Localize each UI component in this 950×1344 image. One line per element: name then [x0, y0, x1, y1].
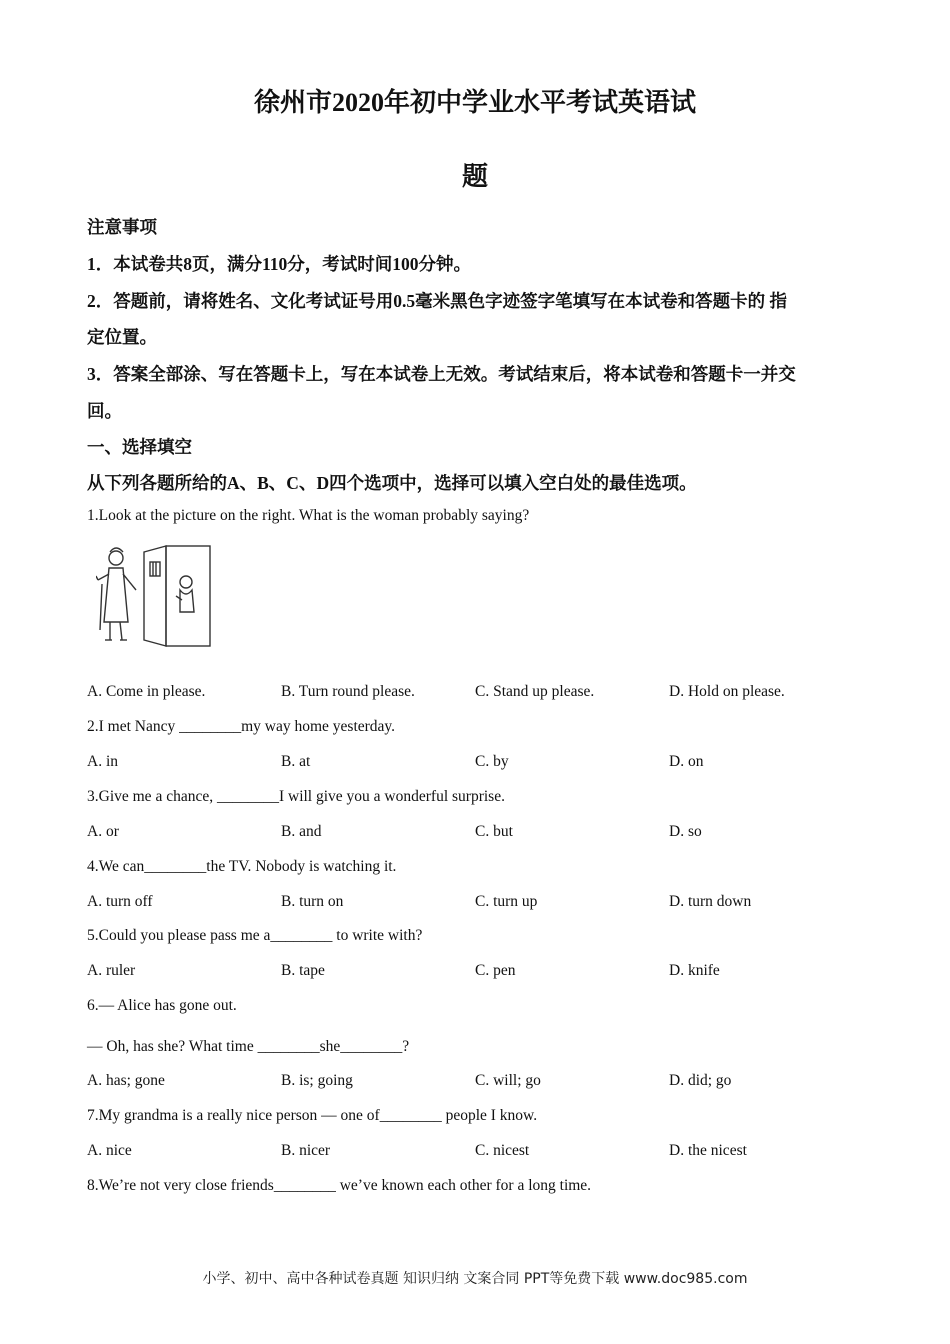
- question-4-options: [87, 893, 867, 915]
- question-5-option-a[interactable]: A. ruler: [87, 962, 136, 979]
- notice-item-2a: 2．答题前，请将姓名、文化考试证号用0.5毫米黑色字迹签字笔填写在本试卷和答题卡的 指: [87, 291, 787, 311]
- notice-item-1: 1．本试卷共8页，满分110分，考试时间100分钟。: [87, 254, 472, 274]
- question-2-text: 2.I met Nancy ________my way home yesterday.: [87, 718, 396, 735]
- question-3-text: 3.Give me a chance, ________I will give you a wonderful surprise.: [87, 788, 505, 805]
- question-2-option-c[interactable]: C. by: [475, 753, 509, 770]
- notice-item-3a: 3．答案全部涂、写在答题卡上，写在本试卷上无效。考试结束后，将本试卷和答题卡一并交: [87, 364, 796, 384]
- question-3-option-b[interactable]: B. and: [281, 823, 322, 840]
- question-1-option-b[interactable]: B. Turn round please.: [281, 683, 415, 700]
- question-6-text-2: — Oh, has she? What time ________she________?: [87, 1038, 410, 1055]
- question-5-text: 5.Could you please pass me a________ to write with?: [87, 927, 423, 944]
- question-1-option-a[interactable]: A. Come in please.: [87, 683, 206, 700]
- question-4-option-c[interactable]: C. turn up: [475, 893, 538, 910]
- question-6-option-c[interactable]: C. will; go: [475, 1072, 541, 1089]
- question-3-options: [87, 823, 867, 845]
- section-heading: 一、选择填空: [87, 437, 192, 457]
- question-7-options: [87, 1142, 867, 1164]
- question-6-option-d[interactable]: D. did; go: [669, 1072, 732, 1089]
- question-1-text: 1.Look at the picture on the right. What is the woman probably saying?: [87, 507, 530, 524]
- question-7-option-b[interactable]: B. nicer: [281, 1142, 331, 1159]
- question-3-option-a[interactable]: A. or: [87, 823, 119, 840]
- question-2-options: [87, 753, 867, 775]
- question-4-option-b[interactable]: B. turn on: [281, 893, 344, 910]
- question-2-option-a[interactable]: A. in: [87, 753, 118, 770]
- question-8-text: 8.We’re not very close friends________ we’ve known each other for a long time.: [87, 1177, 592, 1194]
- question-1-option-d[interactable]: D. Hold on please.: [669, 683, 785, 700]
- question-5-options: [87, 962, 867, 984]
- question-4-option-a[interactable]: A. turn off: [87, 893, 153, 910]
- door-illustration: [96, 540, 216, 650]
- question-1-option-c[interactable]: C. Stand up please.: [475, 683, 595, 700]
- question-3-option-d[interactable]: D. so: [669, 823, 702, 840]
- question-6-text: 6.— Alice has gone out.: [87, 997, 237, 1014]
- notice-heading: 注意事项: [87, 217, 157, 237]
- question-1-options: [87, 683, 867, 705]
- question-5-option-c[interactable]: C. pen: [475, 962, 516, 979]
- page-footer: 小学、初中、高中各种试卷真题 知识归纳 文案合同 PPT等免费下载 www.doc985.com: [202, 1271, 748, 1287]
- question-4-option-d[interactable]: D. turn down: [669, 893, 752, 910]
- section-instruction: 从下列各题所给的A、B、C、D四个选项中，选择可以填入空白处的最佳选项。: [87, 473, 697, 493]
- question-7-option-c[interactable]: C. nicest: [475, 1142, 530, 1159]
- question-6-option-b[interactable]: B. is; going: [281, 1072, 353, 1089]
- question-2-option-d[interactable]: D. on: [669, 753, 704, 770]
- question-7-text: 7.My grandma is a really nice person — one of________ people I know.: [87, 1107, 538, 1124]
- question-7-option-a[interactable]: A. nice: [87, 1142, 132, 1159]
- question-4-text: 4.We can________the TV. Nobody is watching it.: [87, 858, 397, 875]
- question-7-option-d[interactable]: D. the nicest: [669, 1142, 747, 1159]
- notice-item-3b: 回。: [87, 401, 122, 421]
- question-6-option-a[interactable]: A. has; gone: [87, 1072, 165, 1089]
- question-3-option-c[interactable]: C. but: [475, 823, 513, 840]
- question-5-option-d[interactable]: D. knife: [669, 962, 720, 979]
- exam-title-line2: 题: [461, 162, 488, 191]
- question-6-options: [87, 1072, 867, 1094]
- question-2-option-b[interactable]: B. at: [281, 753, 311, 770]
- question-5-option-b[interactable]: B. tape: [281, 962, 325, 979]
- notice-item-2b: 定位置。: [87, 327, 157, 347]
- exam-title-line1: 徐州市2020年初中学业水平考试英语试: [253, 88, 696, 117]
